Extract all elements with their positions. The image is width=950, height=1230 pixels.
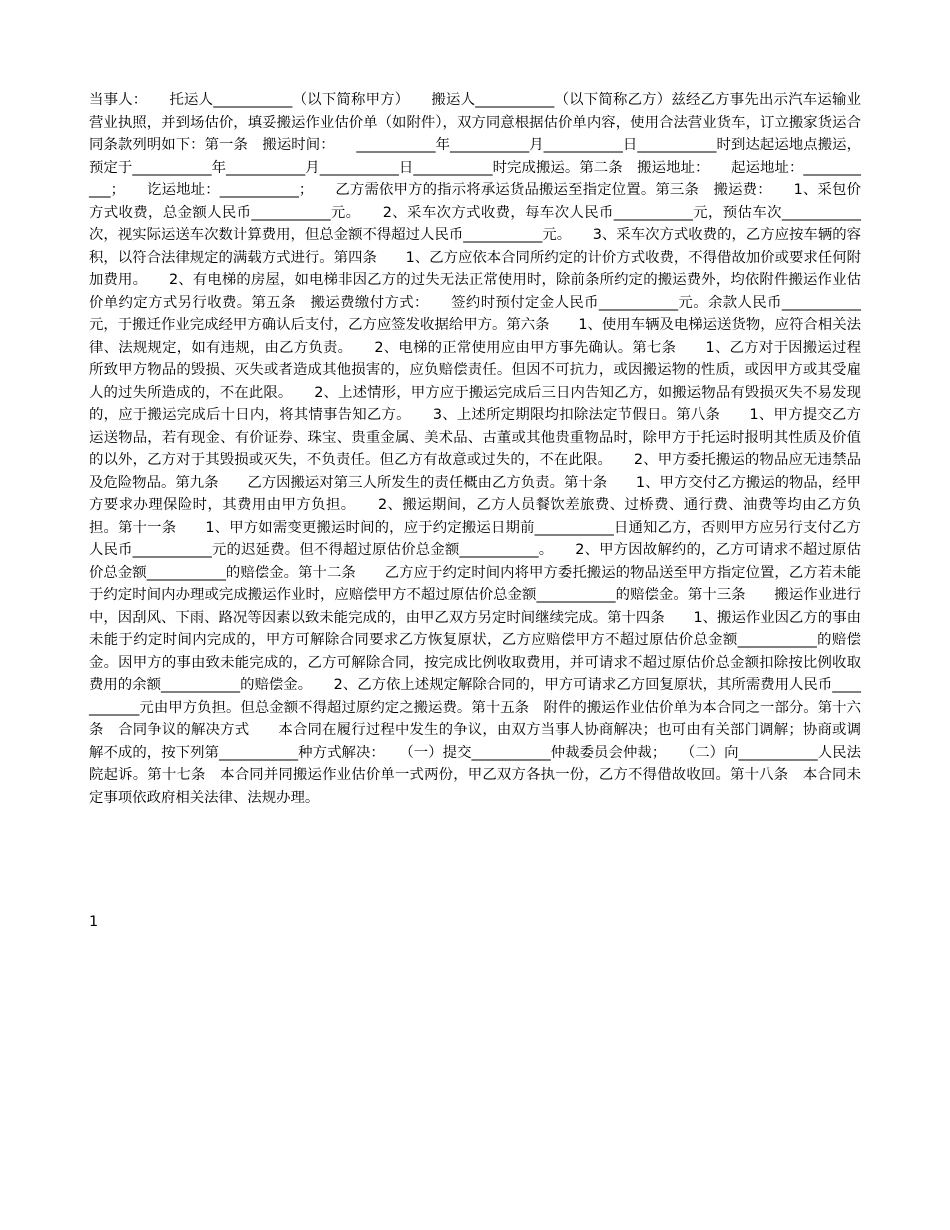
contract-body-text: 当事人： 托运人___________（以下简称甲方） 搬运人___________（以下简称乙方）兹经乙方事先出示汽车运输业营业执照，并到场估价，填妥搬运作业估价单（如附件），双方同意根据估价单内容，使用合法营业货车，订立搬家货运合同条款列明如下：第一条 搬运时间： ___________年___________月___________日___________时到达起运地点搬运，预定于___________年___________月___________日___________时完成搬运。第二条 搬运地址： 起运地址：___________； 讫运地址：___________； 乙方需依甲方的指示将承运货品搬运至指定位置。第三条 搬运费： 1、采包价方式收费，总金额人民币___________元。 2、采车次方式收费，每车次人民币___________元，预估车次___________次，视实际运送车次数计算费用，但总金额不得超过人民币___________元。 3、采车次方式收费的，乙方应按车辆的容积，以符合法律规定的满载方式进行。第四条 1、乙方应依本合同所约定的计价方式收费，不得借故加价或要求任何附加费用。 2、有电梯的房屋，如电梯非因乙方的过失无法正常使用时，除前条所约定的搬运费外，均依附件搬运作业估价单约定方式另行收费。第五条 搬运费缴付方式： 签约时预付定金人民币___________元。余款人民币___________元，于搬迁作业完成经甲方确认后支付，乙方应签发收据给甲方。第六条 1、使用车辆及电梯运送货物，应符合相关法律、法规规定，如有违规，由乙方负责。 2、电梯的正常使用应由甲方事先确认。第七条 1、乙方对于因搬运过程所致甲方物品的毁损、灭失或者造成其他损害的，应负赔偿责任。但因不可抗力，或因搬运物的性质，或因甲方或其受雇人的过失所造成的，不在此限。 2、上述情形，甲方应于搬运完成后三日内告知乙方，如搬运物品有毁损灭失不易发现的，应于搬运完成后十日内，将其情事告知乙方。 3、上述所定期限均扣除法定节假日。第八条 1、甲方提交乙方运送物品，若有现金、有价证券、珠宝、贵重金属、美术品、古董或其他贵重物品时，除甲方于托运时报明其性质及价值的以外，乙方对于其毁损或灭失，不负责任。但乙方有故意或过失的，不在此限。 2、甲方委托搬运的物品应无违禁品及危险物品。第九条 乙方因搬运对第三人所发生的责任概由乙方负责。第十条 1、甲方交付乙方搬运的物品，经甲方要求办理保险时，其费用由甲方负担。 2、搬运期间，乙方人员餐饮差旅费、过桥费、通行费、油费等均由乙方负担。第十一条 1、甲方如需变更搬运时间的，应于约定搬运日期前___________日通知乙方，否则甲方应另行支付乙方人民币___________元的迟延费。但不得超过原估价总金额___________。 2、甲方因故解约的，乙方可请求不超过原估价总金额___________的赔偿金。第十二条 乙方应于约定时间内将甲方委托搬运的物品送至甲方指定位置，乙方若未能于约定时间内办理或完成搬运作业时，应赔偿甲方不超过原估价总金额___________的赔偿金。第十三条 搬运作业进行中，因刮风、下雨、路况等因素以致未能完成的，由甲乙双方另定时间继续完成。第十四条 1、搬运作业因乙方的事由未能于约定时间内完成的，甲方可解除合同要求乙方恢复原状，乙方应赔偿甲方不超过原估价总金额___________的赔偿金。因甲方的事由致未能完成的，乙方可解除合同，按完成比例收取费用，并可请求不超过原估价总金额扣除按比例收取费用的余额___________的赔偿金。 2、乙方依上述规定解除合同的，甲方可请求乙方回复原状，其所需费用人民币___________元由甲方负担。但总金额不得超过原约定之搬运费。第十五条 附件的搬运作业估价单为本合同之一部分。第十六条 合同争议的解决方式 本合同在履行过程中发生的争议，由双方当事人协商解决；也可由有关部门调解；协商或调解不成的，按下列第___________种方式解决： （一）提交___________仲裁委员会仲裁； （二）向___________人民法院起诉。第十七条 本合同并同搬运作业估价单一式两份，甲乙双方各执一份，乙方不得借故收回。第十八条 本合同未定事项依政府相关法律、法规办理。 — [89, 92, 861, 806]
page-number: 1 — [89, 914, 99, 930]
